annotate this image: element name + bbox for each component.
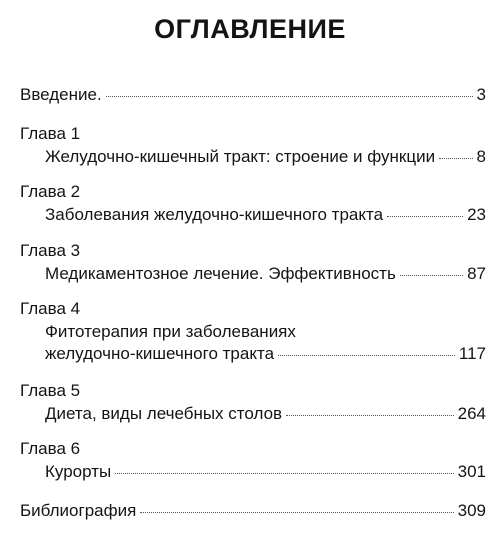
toc-entry-text: Библиография: [20, 501, 137, 520]
toc-entry-intro[interactable]: [20, 84, 486, 106]
dot-leader: [115, 473, 453, 474]
dot-leader: [278, 355, 455, 356]
page-number: 87: [467, 264, 486, 283]
page-number: 117: [458, 344, 486, 363]
chapter-title: Заболевания желудочно-кишечного тракта: [45, 205, 384, 224]
page-number: 309: [457, 501, 486, 520]
toc-entry-chapter-1[interactable]: [20, 123, 486, 168]
dot-leader: [140, 512, 453, 513]
chapter-title: Диета, виды лечебных столов: [45, 404, 283, 423]
toc-entry-chapter-4[interactable]: [20, 298, 486, 365]
toc-entry-chapter-5[interactable]: [20, 380, 486, 425]
dot-leader: [400, 275, 463, 276]
toc-entry-chapter-6[interactable]: [20, 438, 486, 483]
page-number: 3: [476, 85, 486, 104]
chapter-title: Медикаментозное лечение. Эффективность: [45, 264, 396, 283]
page-title: ОГЛАВЛЕНИЕ: [154, 14, 346, 44]
dot-leader: [286, 415, 454, 416]
toc-entry-chapter-3[interactable]: [20, 240, 486, 285]
chapter-label: Глава 2: [20, 182, 81, 201]
dot-leader: [106, 96, 473, 97]
page-number: 8: [476, 147, 486, 166]
chapter-label: Глава 4: [20, 299, 81, 318]
page-number: 23: [467, 205, 486, 224]
dot-leader: [439, 158, 472, 159]
page-number: 264: [457, 404, 486, 423]
chapter-title: Желудочно-кишечный тракт: строение и функции: [45, 147, 436, 166]
chapter-title: Курорты: [45, 462, 112, 481]
page-number: 301: [457, 462, 486, 481]
toc-entry-bibliography[interactable]: [20, 500, 486, 522]
toc-entry-chapter-2[interactable]: [20, 181, 486, 226]
chapter-label: Глава 6: [20, 439, 81, 458]
chapter-label: Глава 5: [20, 381, 81, 400]
toc-entry-text: Введение.: [20, 85, 102, 104]
chapter-label: Глава 1: [20, 124, 81, 143]
dot-leader: [387, 216, 463, 217]
chapter-title-line-2: желудочно-кишечного тракта: [45, 344, 275, 363]
chapter-title-line-1: Фитотерапия при заболеваниях: [45, 322, 296, 341]
chapter-label: Глава 3: [20, 241, 81, 260]
